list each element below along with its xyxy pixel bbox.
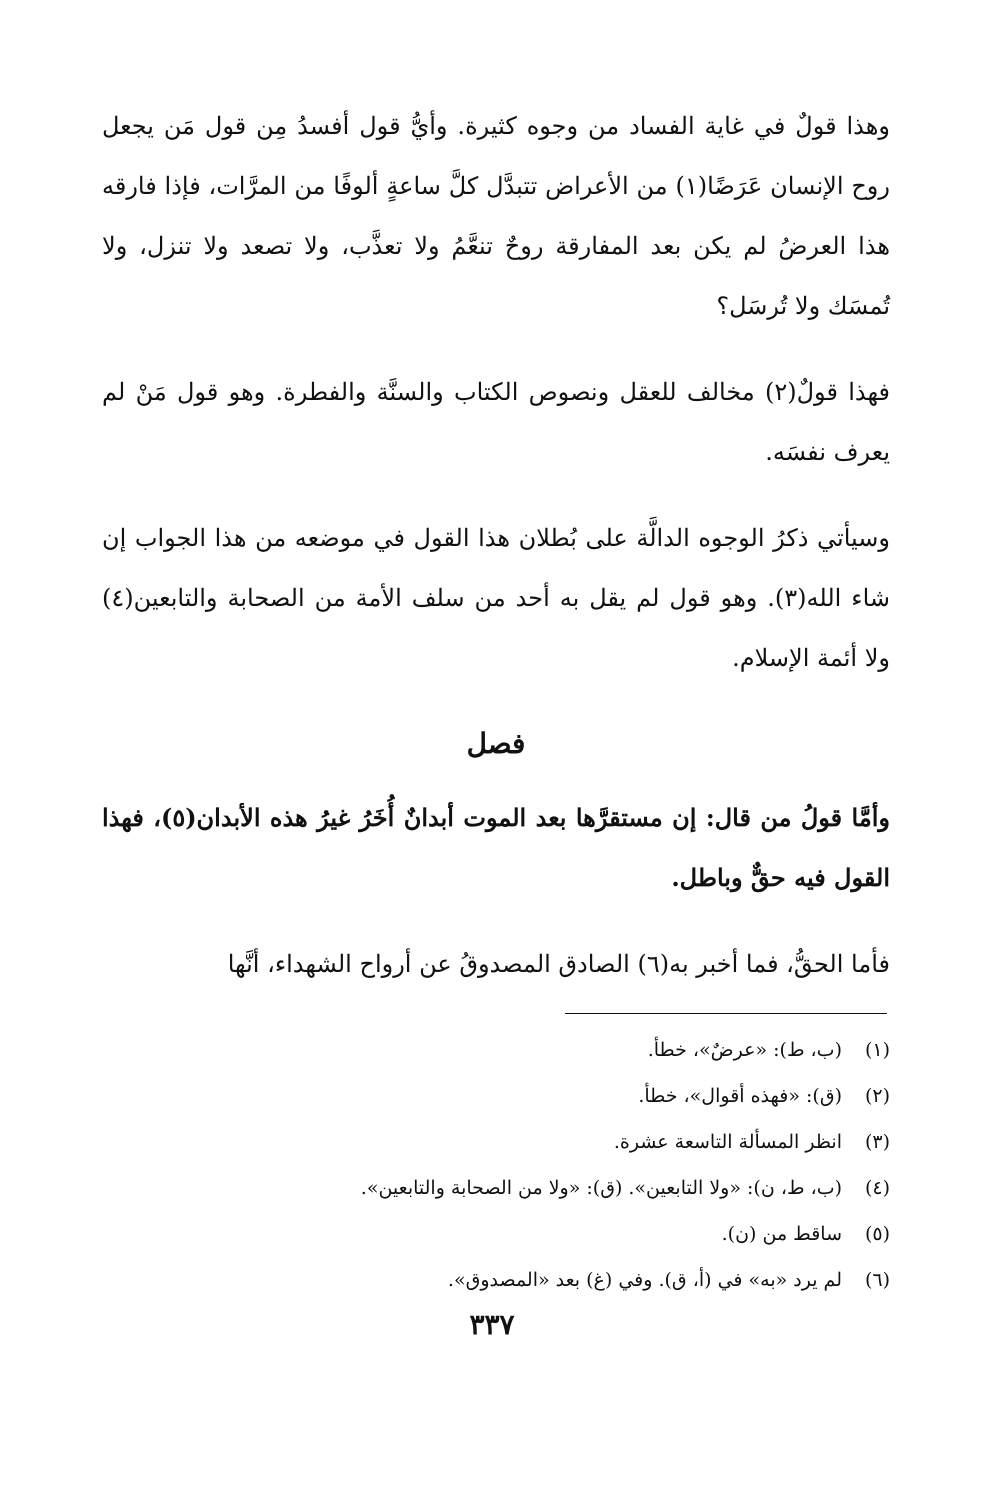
footnote-number: (١) [864,1039,890,1061]
footnote-number: (٦) [864,1269,890,1291]
footnote-4 [102,1165,890,1211]
bold-paragraph: وأمَّا قولُ من قال: إن مستقرَّها بعد الموت أبدانٌ أُخَرُ غيرُ هذه الأبدان(٥)، فهذا القول فيه حقٌّ وباطل. [102,803,890,892]
footnote-text: (ب، ط، ن): «ولا التابعين». (ق): «ولا من الصحابة والتابعين». [360,1177,842,1199]
footnote-number: (٥) [864,1223,890,1245]
body-paragraph-2: فهذا قولٌ(٢) مخالف للعقل ونصوص الكتاب والسنَّة والفطرة. وهو قول مَنْ لم يعرف نفسَه. [102,378,891,466]
body-paragraph-3: وسيأتي ذكرُ الوجوه الدالَّة على بُطلان هذا القول في موضعه من هذا الجواب إن شاء الله(٣). وهو قول لم يقل به أحد من سلف الأمة من الصحابة والتابعين(٤) ولا أئمة الإسلام. [102,524,890,672]
footnotes-list [102,1027,890,1303]
footnote-text: انظر المسألة التاسعة عشرة. [613,1131,842,1153]
footnote-text: ساقط من (ن). [721,1223,842,1245]
footnote-text: لم يرد «به» في (أ، ق). وفي (غ) بعد «المصدوق». [447,1269,842,1291]
footnote-divider [565,1013,887,1014]
footnote-text: (ب، ط): «عرضٌ»، خطأ. [647,1039,842,1061]
body-paragraph-last: فأما الحقُّ، فما أخبر به(٦) الصادق المصدوقُ عن أرواح الشهداء، أنَّها [227,950,890,978]
footnote-text: (ق): «فهذه أقوال»، خطأ. [638,1085,842,1107]
footnote-1 [102,1027,890,1073]
footnote-number: (٣) [864,1131,890,1153]
footnote-2 [102,1073,890,1119]
footnote-5 [102,1211,890,1257]
footnote-6 [102,1257,890,1303]
body-paragraph-1: وهذا قولٌ في غاية الفساد من وجوه كثيرة. وأيُّ قول أفسدُ مِن قول مَن يجعل روح الإنسان عَرَضًا(١) من الأعراض تتبدَّل كلَّ ساعةٍ ألوفًا من المرَّات، فإذا فارقه هذا العرضُ لم يكن بعد المفارقة روحٌ تنعَّمُ ولا تعذَّب، ولا تصعد ولا تنزل، ولا تُمسَك ولا تُرسَل؟ [102,112,891,320]
footnote-number: (٢) [864,1085,890,1107]
page-body [102,96,890,1020]
section-heading: فصل [466,727,526,760]
footnote-3 [102,1119,890,1165]
page-number: ٣٣٧ [469,1308,515,1341]
footnote-number: (٤) [864,1177,890,1199]
